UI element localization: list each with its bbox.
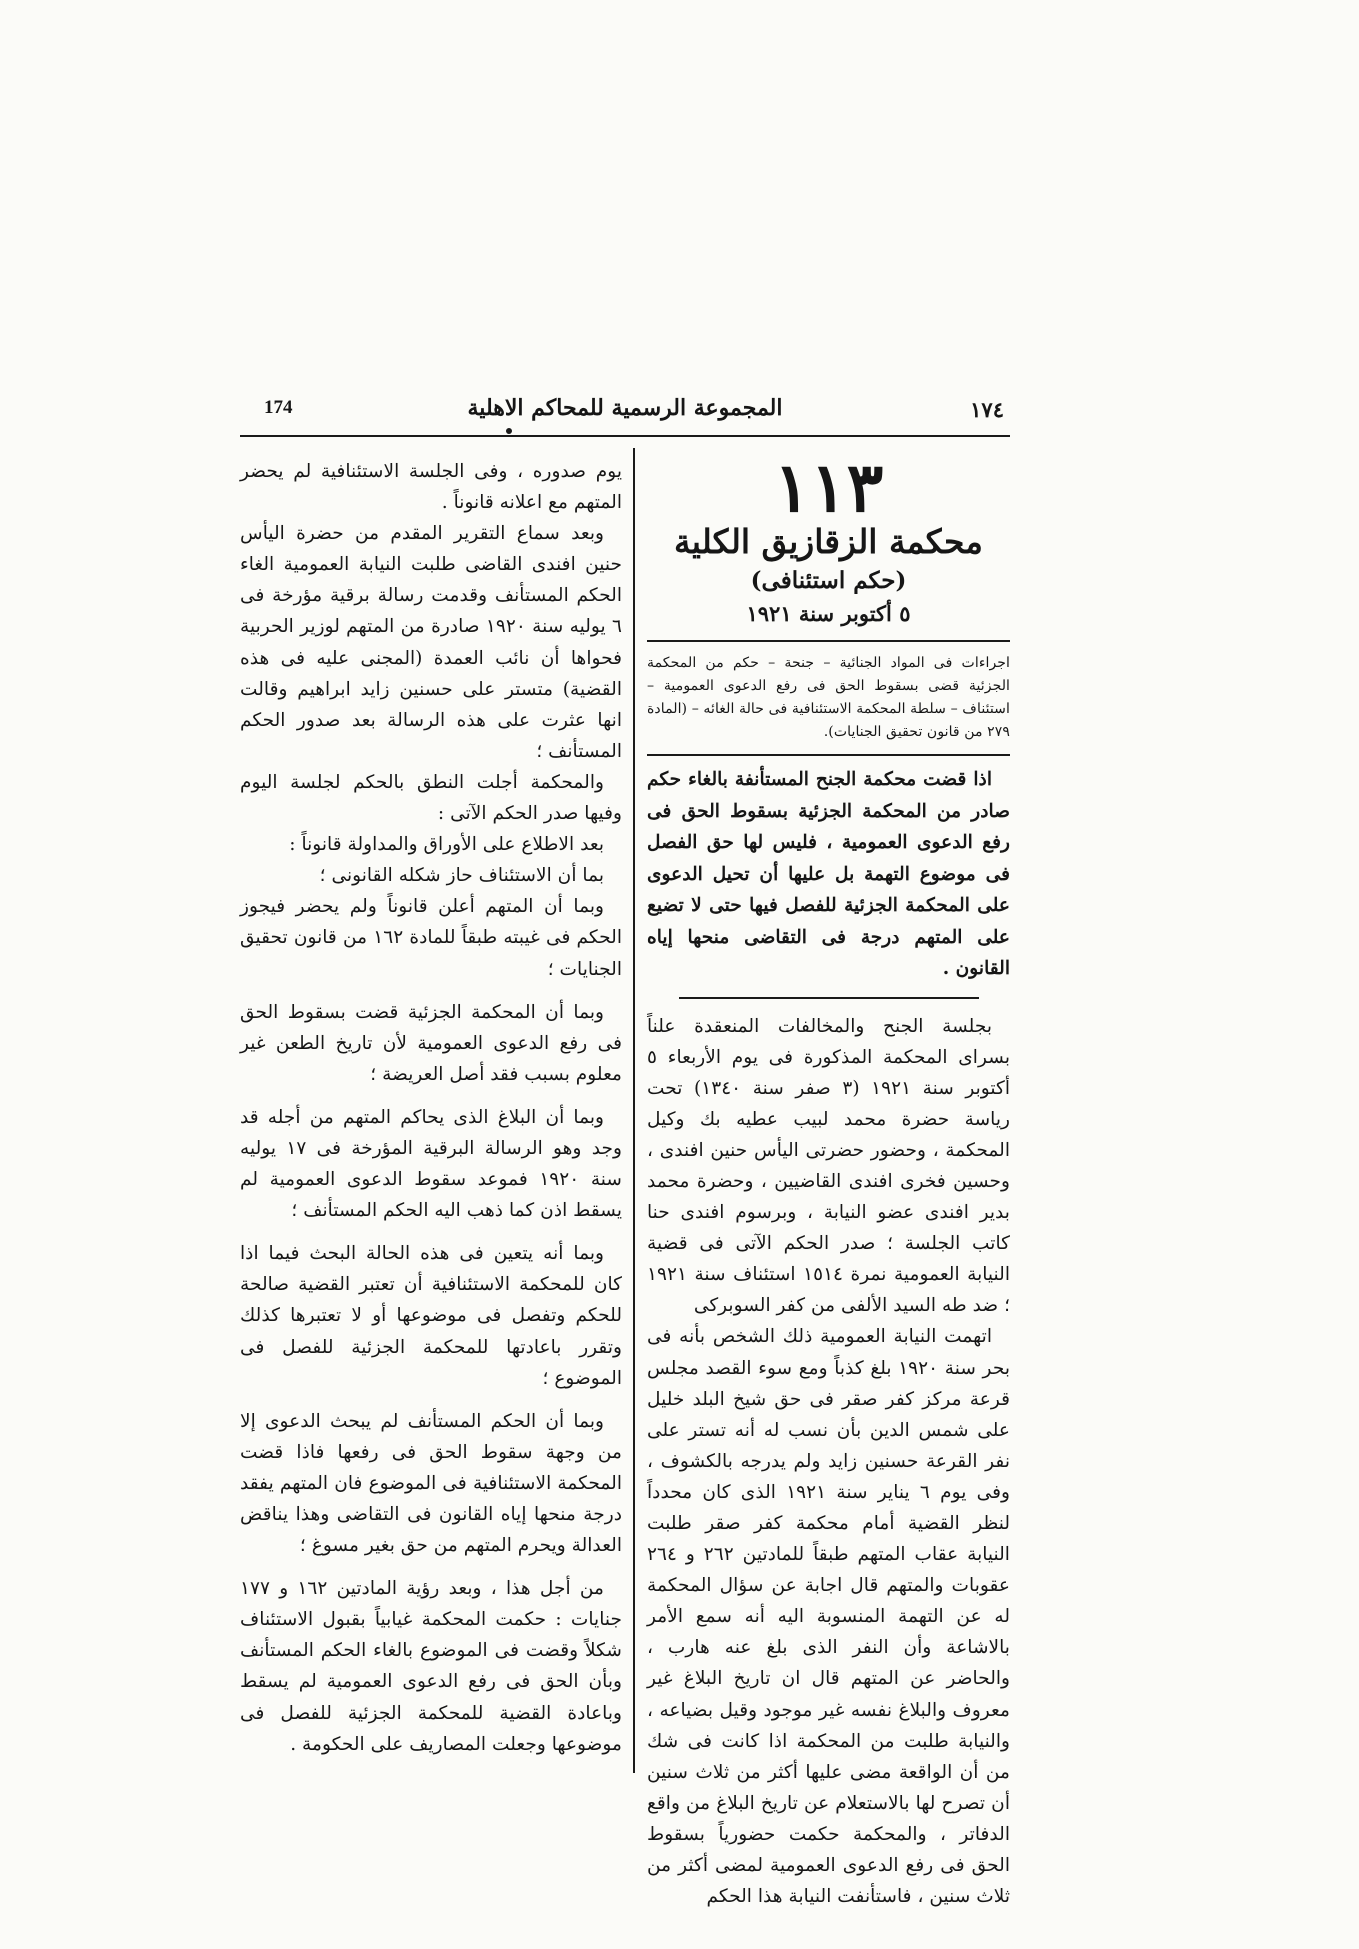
page-number-arabic: ١٧٤: [970, 397, 1004, 422]
left-paragraph: وبما أن المتهم أعلن قانوناً ولم يحضر فيجوز الحكم فى غيبته طبقاً للمادة ١٦٢ من قانون تحقيق الجنايات ؛: [240, 896, 622, 980]
keywords-rule-bottom: [647, 754, 1010, 756]
header-dot: [506, 428, 512, 434]
case-keywords: اجراءات فى المواد الجنائية – جنحة – حكم من المحكمة الجزئية قضى بسقوط الحق فى رفع الدعوى العمومية – استئناف – سلطة المحكمة الاستئنافية فى حالة الغائه – (المادة ٢٧٩ من قانون تحقيق الجنايات).: [647, 655, 1010, 740]
left-paragraph: وبعد سماع التقرير المقدم من حضرة اليأس حنين افندى القاضى طلبت النيابة العمومية الغاء الحكم المستأنف وقدمت رسالة برقية مؤرخة فى ٦ يوليه سنة ١٩٢٠ صادرة من المتهم لوزير الحربية فحواها أن نائب العمدة (المجنى عليه فى هذه القضية) متستر على حسنين زايد ابراهيم وقالت انها عثرت على هذه الرسالة بعد صدور الحكم المستأنف ؛: [240, 523, 622, 762]
principle-rule: [679, 997, 979, 999]
judgment-kind: (حكم استئنافى): [750, 567, 907, 594]
left-paragraph: والمحكمة أجلت النطق بالحكم لجلسة اليوم وفيها صدر الحكم الآتى :: [240, 771, 622, 825]
right-paragraph: بجلسة الجنح والمخالفات المنعقدة علناً بسراى المحكمة المذكورة فى يوم الأربعاء ٥ أكتوبر سنة ١٩٢١ (٣ صفر سنة ١٣٤٠) تحت رياسة حضرة محمد لبيب عطيه بك وكيل المحكمة ، وحضور حضرتى اليأس حنين افندى ، وحسين فخرى افندى القاضيين ، وحضرة محمد بدير افندى عضو النيابة ، وبرسوم افندى حنا كاتب الجلسة ؛ صدر الحكم الآتى فى قضية النيابة العمومية نمرة ١٥١٤ استئناف سنة ١٩٢١ ؛ ضد طه السيد الألفى من كفر السوبركى: [647, 1015, 1010, 1317]
left-paragraph: من أجل هذا ، وبعد رؤية المادتين ١٦٢ و ١٧٧ جنايات : حكمت المحكمة غيابياً بقبول الاستئناف شكلاً وقضت فى الموضوع بالغاء الحكم المستأنف وبأن الحق فى رفع الدعوى العمومية لم يسقط وباعادة القضية للمحكمة الجزئية للفصل فى موضوعها وجعلت المصاريف على الحكومة .: [240, 1578, 622, 1755]
left-paragraph: يوم صدوره ، وفى الجلسة الاستئنافية لم يحضر المتهم مع اعلانه قانوناً .: [240, 461, 622, 514]
left-paragraph: بعد الاطلاع على الأوراق والمداولة قانوناً :: [289, 834, 604, 856]
left-paragraph: وبما أن المحكمة الجزئية قضت بسقوط الحق فى رفع الدعوى العمومية لأن تاريخ الطعن غير معلوم بسبب فقد أصل العريضة ؛: [240, 1001, 622, 1085]
right-column: [647, 448, 1011, 1912]
legal-principle: اذا قضت محكمة الجنح المستأنفة بالغاء حكم صادر من المحكمة الجزئية بسقوط الحق فى رفع الدعوى العمومية ، فليس لها حق الفصل فى موضوع التهمة بل عليها أن تحيل الدعوى على المحكمة الجزئية للفصل فيها حتى لا تضيع على المتهم درجة فى التقاضى منحها إياه القانون .: [647, 769, 1010, 979]
judgment-date: ٥ أكتوبر سنة ١٩٢١: [746, 601, 911, 626]
left-paragraph: وبما أن الحكم المستأنف لم يبحث الدعوى إلا من وجهة سقوط الحق فى رفعها فاذا قضت المحكمة الاستئنافية فى الموضوع فان المتهم يفقد درجة منحها إياه القانون فى التقاضى وهذا يناقض العدالة ويحرم المتهم من حق بغير مسوغ ؛: [240, 1410, 622, 1557]
case-number: ١١٣: [773, 448, 884, 528]
left-paragraph: وبما أنه يتعين فى هذه الحالة البحث فيما اذا كان للمحكمة الاستئنافية أن تعتبر القضية صالحة للحكم وتفصل فى موضوعها أو لا تعتبرها كذلك وتقرر باعادتها للمحكمة الجزئية للفصل فى الموضوع ؛: [240, 1243, 622, 1389]
left-column: [240, 456, 622, 1760]
running-title: المجموعة الرسمية للمحاكم الاهلية: [467, 395, 783, 421]
right-paragraph: اتهمت النيابة العمومية ذلك الشخص بأنه فى بحر سنة ١٩٢٠ بلغ كذباً ومع سوء القصد مجلس قرعة مركز كفر صقر فى حق شيخ البلد خليل على شمس الدين بأن نسب له أنه تستر على نفر القرعة حسنين زايد ولم يدرجه بالكشوف ، وفى يوم ٦ يناير سنة ١٩٢١ الذى كان محدداً لنظر القضية أمام محكمة كفر صقر طلبت النيابة عقاب المتهم طبقاً للمادتين ٢٦٢ و ٢٦٤ عقوبات والمتهم قال اجابة عن سؤال المحكمة له عن التهمة المنسوبة اليه أنه سمع الأمر بالاشاعة وأن النفر الذى بلغ عنه هارب ، والحاضر عن المتهم قال ان تاريخ البلاغ غير معروف والبلاغ نفسه غير موجود وقيل بضياعه ، والنيابة طلبت من المحكمة اذا كانت فى شك من أن الواقعة مضى عليها أكثر من ثلاث سنين أن تصرح لها بالاستعلام عن تاريخ البلاغ من واقع الدفاتر ، والمحكمة حكمت حضورياً بسقوط الحق فى رفع الدعوى العمومية لمضى أكثر من ثلاث سنين ، فاستأنفت النيابة هذا الحكم: [647, 1326, 1011, 1908]
left-paragraph: وبما أن البلاغ الذى يحاكم المتهم من أجله قد وجد وهو الرسالة البرقية المؤرخة فى ١٧ يوليه سنة ١٩٢٠ فموعد سقوط الدعوى العمومية لم يسقط اذن كما ذهب اليه الحكم المستأنف ؛: [240, 1106, 622, 1222]
column-divider: [633, 448, 635, 1773]
court-name: محكمة الزقازيق الكلية: [674, 522, 983, 561]
left-paragraph: بما أن الاستئناف حاز شكله القانونى ؛: [319, 865, 604, 887]
keywords-rule-top: [647, 640, 1010, 642]
header-rule: [240, 435, 1010, 437]
page-header: [240, 393, 1010, 433]
page-number-latin: 174: [264, 397, 293, 418]
